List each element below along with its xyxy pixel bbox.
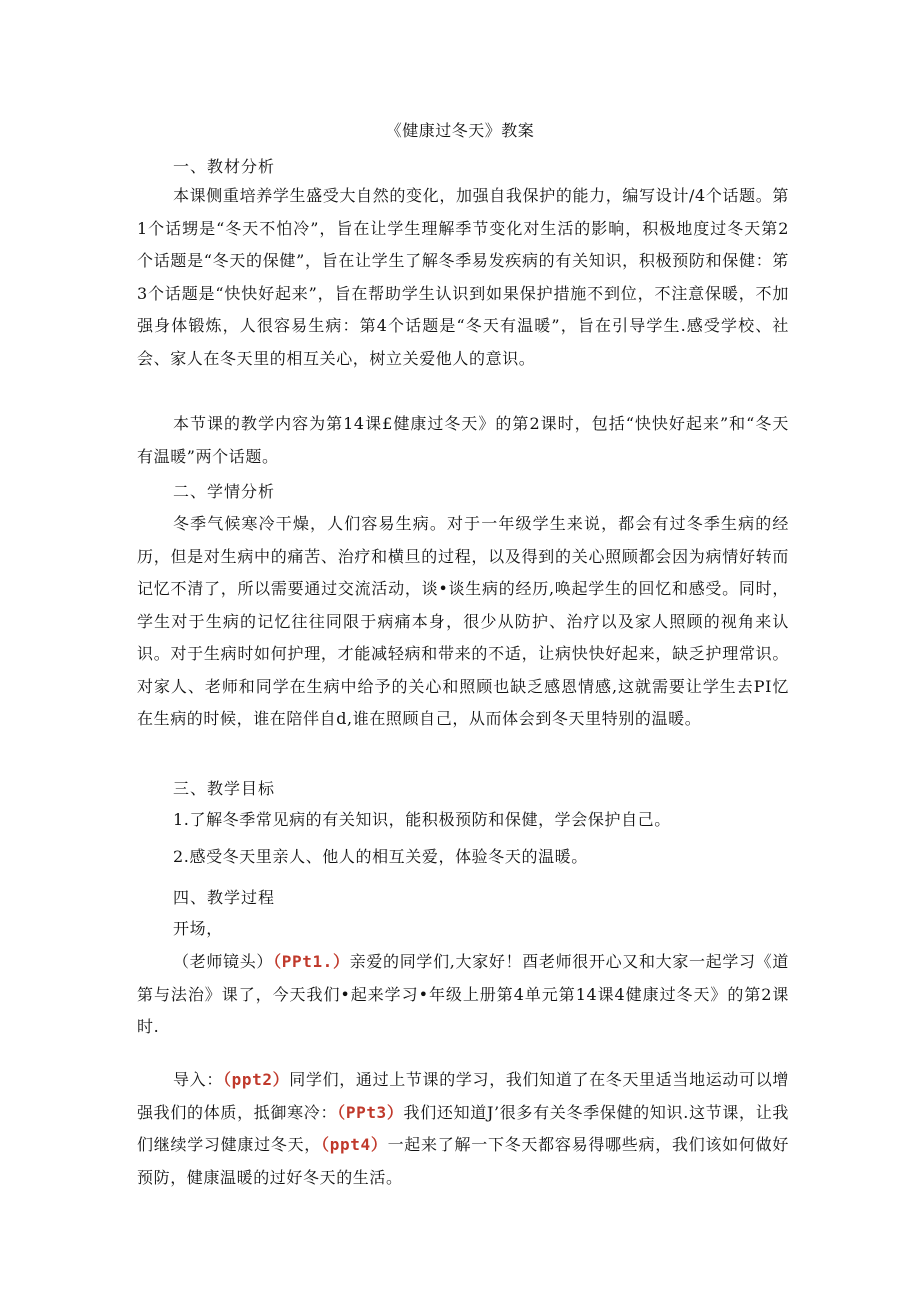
opening-label: 开场， — [173, 919, 223, 938]
section-heading-materials: 一、教材分析 — [173, 157, 276, 176]
section-heading-process: 四、教学过程 — [173, 888, 276, 907]
objective-item-2: 2.感受冬天里亲人、他人的相互关爱，体验冬天的温暖。 — [173, 847, 588, 866]
objective-item-1: 1.了解冬季常见病的有关知识，能积极预防和保健，学会保护自己。 — [173, 810, 671, 829]
intro-text-2: 我们还知道J’很多有关冬季保健的知识.这节课，让我们继续学习健康过冬天， — [137, 1102, 789, 1154]
opening-text: 亲爱的同学们,大家好！酉老师很开心又和大家一起学习《道第与法治》课了，今天我们•起来学习•年级上册第4单元第14课4健康过冬天》的第2课时. — [137, 952, 789, 1036]
slide-ref-ppt2: （ppt2） — [222, 1070, 290, 1089]
paragraph-learner-analysis: 冬季气候寒冷干燥，人们容易生病。对于一年级学生来说，都会有过冬季生病的经历，但是对生病中的痛苦、治疗和横旦的过程，以及得到的关心照顾都会因为病情好转而记忆不清了，所以需要通过交流活动，谈•谈生病的经历,唤起学生的回忆和感受。同时，学生对于生病的记忆往往同限于病痛本身，很少从防护、治疗以及家人照顾的视角来认识。对于生病时如何护理，才能减轻病和带来的不适，让病快快好起来，缺乏护理常识。对家人、老师和同学在生病中给予的关心和照顾也缺乏感恩情感,这就需要让学生去PI忆在生病的时候，谁在陪伴自d,谁在照顾自己，从而体会到冬天里特别的温暖。 — [137, 514, 789, 728]
section-heading-learners: 二、学情分析 — [173, 482, 276, 501]
camera-note: （老师镜头） — [173, 952, 274, 971]
slide-ref-ppt4: （ppt4） — [321, 1135, 388, 1154]
paragraph-materials-analysis: 本课侧重培养学生盛受大自然的变化，加强自我保护的能力，编写设计/4个话题。第1个话甥是“冬天不怕冷”，旨在让学生理解季节变化对生活的影晌，积极地度过冬天第2个话题是“冬天的保健”，旨在让学生了解冬季易发疾病的有关知识，积极预防和保健：笫3个话题是“快快好起来”，旨在帮助学生认识到如果保护措施不到位，不注意保暖，不加强身体锻炼，人很容易生病：第4个话题是“冬天有温暖”，旨在引导学生.感受学校、社会、家人在冬天里的相互关心，树立关爱他人的意识。 — [137, 186, 789, 368]
document-title: 《健康过冬天》教案 — [385, 121, 535, 140]
paragraph-opening — [137, 946, 789, 1044]
paragraph-introduction — [137, 1064, 789, 1194]
slide-ref-ppt1: （PPt1.） — [273, 952, 350, 971]
intro-text-1: 同学们，通过上节课的学习，我们知道了在冬天里适当地运动可以增强我们的体质，抵御寒冷： — [137, 1070, 789, 1122]
paragraph-lesson-content: 本节课的教学内容为第14课£健康过冬天》的第2课时，包括“快快好起来”和“冬天有温暖”两个话题。 — [137, 414, 789, 466]
slide-ref-ppt3: （PPt3） — [337, 1102, 404, 1122]
section-heading-objectives: 三、教学目标 — [173, 779, 276, 798]
intro-label: 导入： — [173, 1070, 223, 1089]
intro-text-3: 一起来了解一下冬天都容易得哪些病，我们该如何做好预防，健康温暖的过好冬天的生活。 — [137, 1135, 789, 1187]
